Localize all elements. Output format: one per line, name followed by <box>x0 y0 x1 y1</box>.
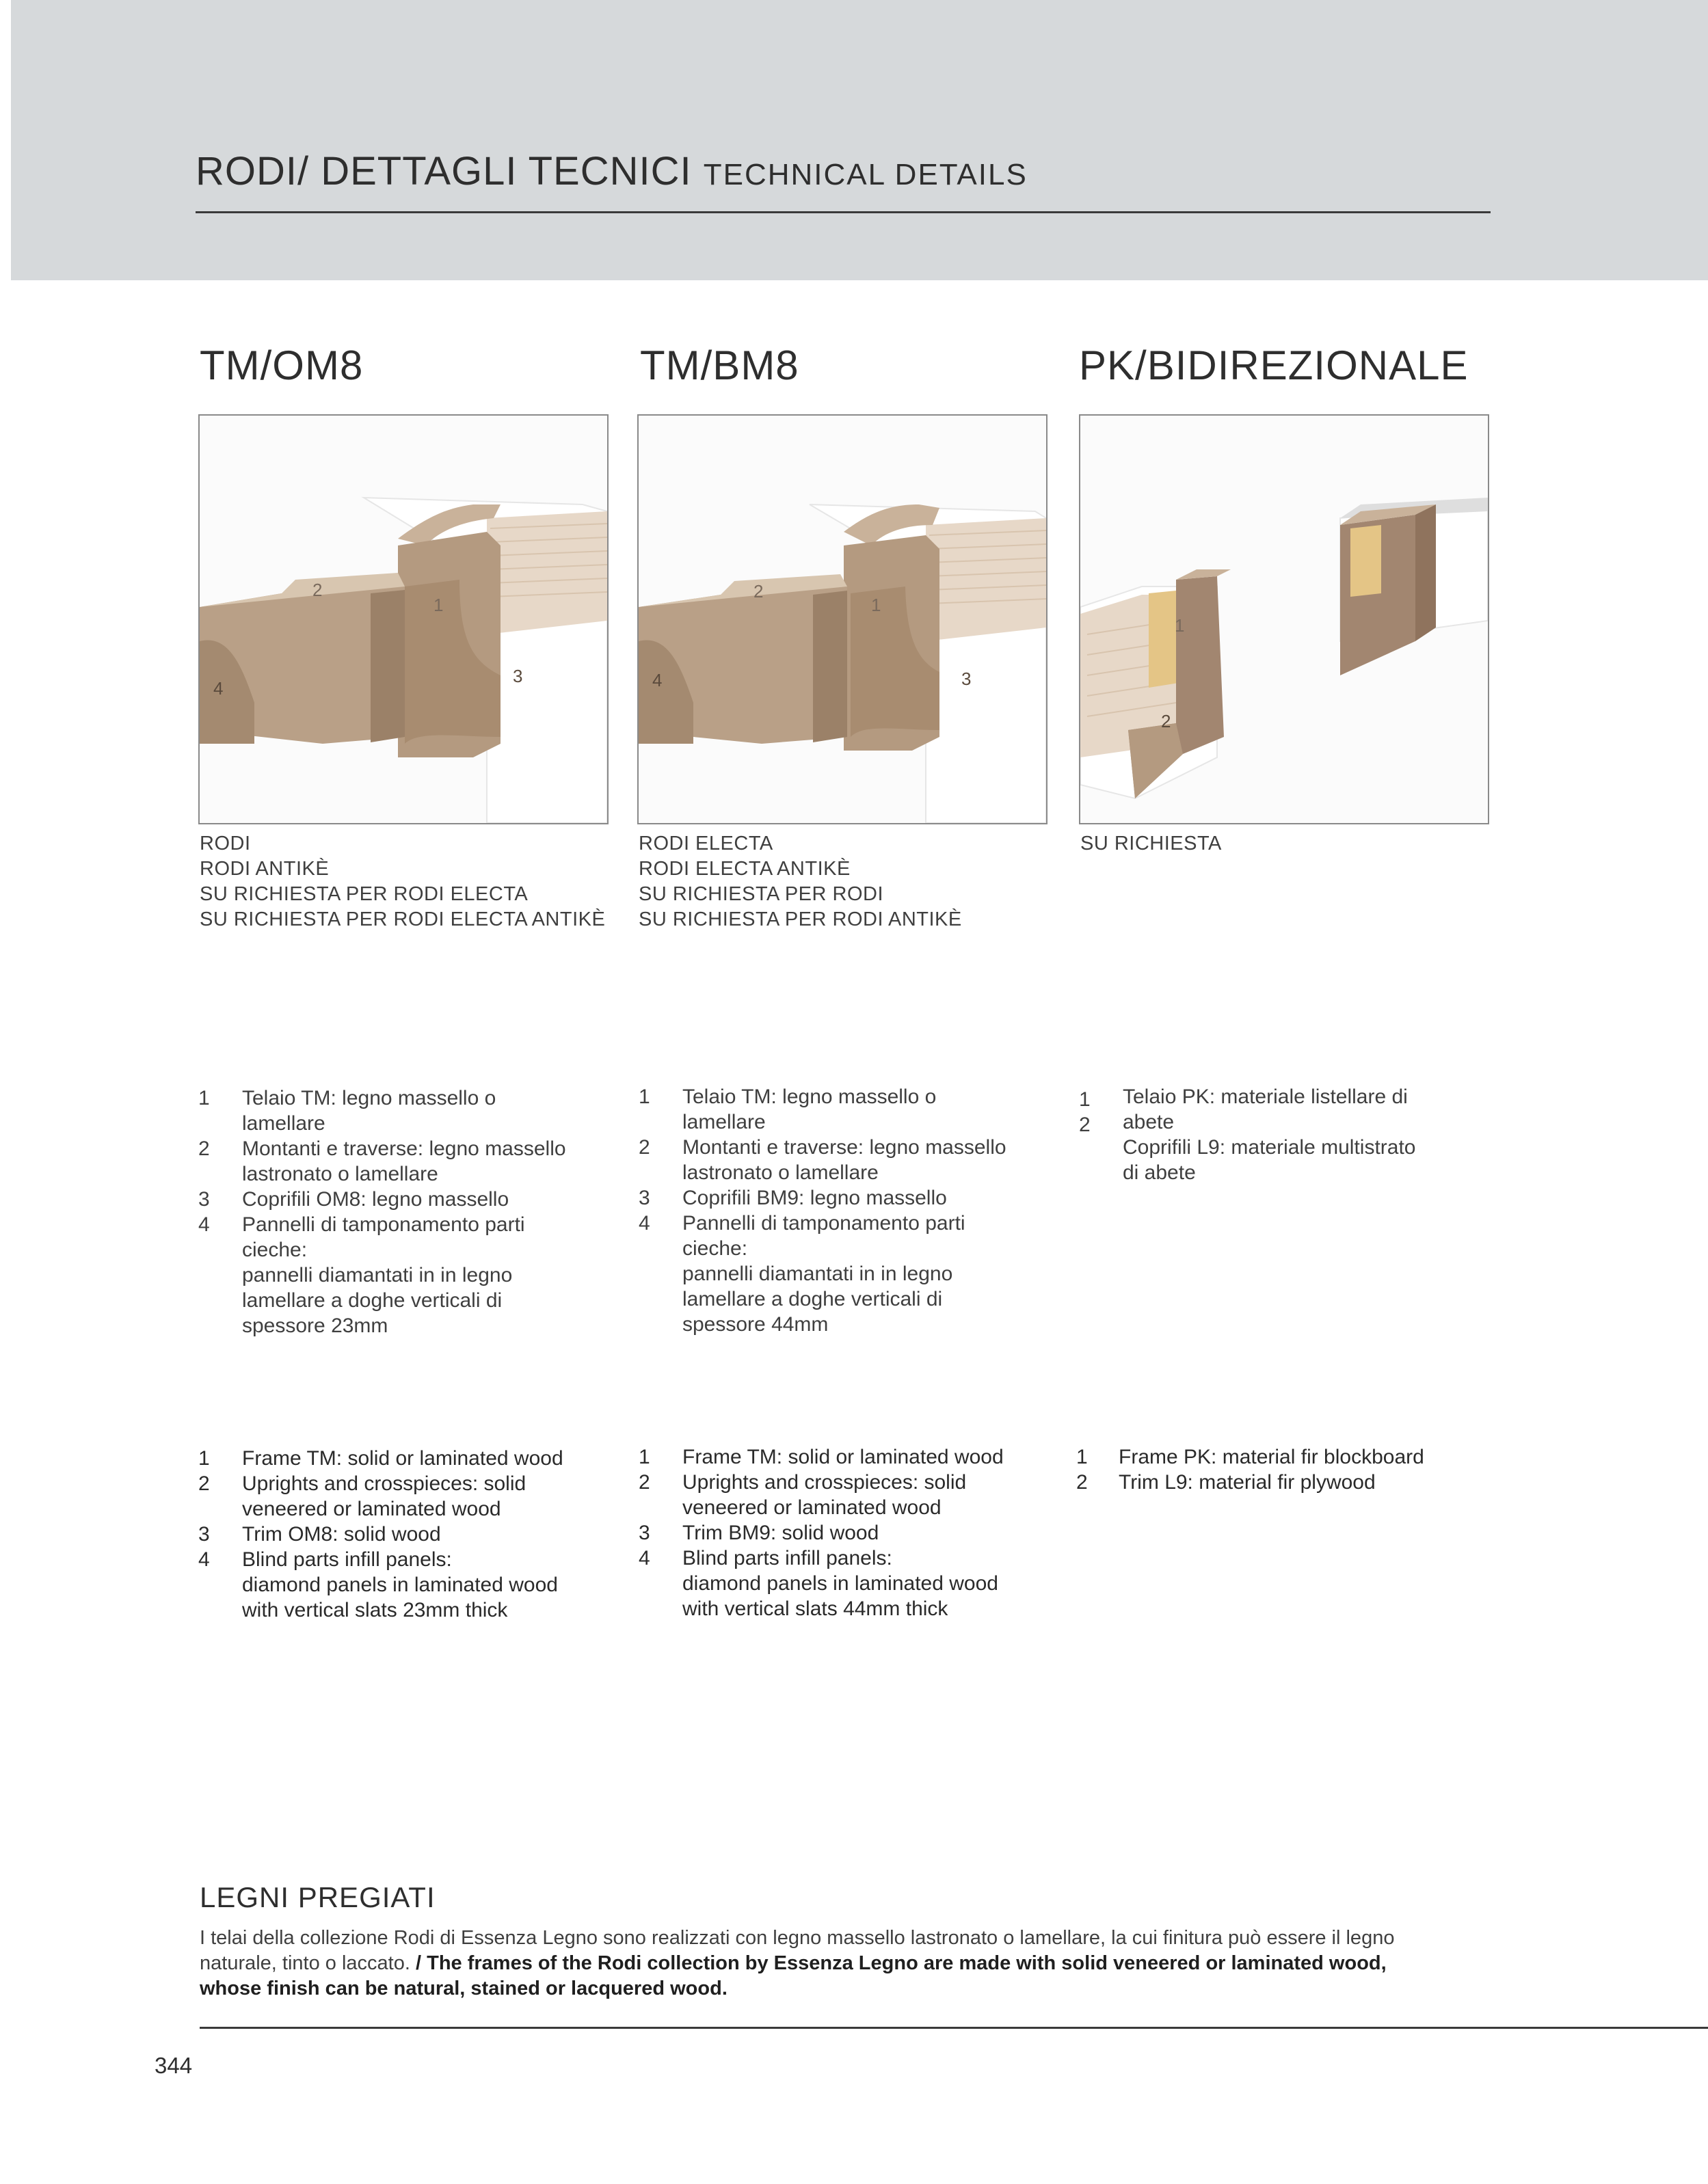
image-label-3: 3 <box>513 666 523 686</box>
title-english: TECHNICAL DETAILS <box>703 158 1028 191</box>
image-label-3: 3 <box>961 669 972 689</box>
frame-section-illustration <box>639 416 1046 823</box>
list-item: 3 Coprifili BM9: legno massello <box>639 1187 947 1209</box>
list-item: 1 Frame TM: solid or laminated wood <box>198 1447 563 1470</box>
component-list-en-tm-bm8 <box>639 1444 1069 1621</box>
image-label-1: 1 <box>871 595 881 615</box>
title-italian: RODI/ DETTAGLI TECNICI <box>196 149 692 193</box>
list-item: 2 Uprights and crosspieces: solid veneered or laminated wood <box>198 1472 526 1520</box>
image-label-2: 2 <box>1161 711 1171 731</box>
caption-line: RODI ELECTA <box>639 833 773 854</box>
product-image-tm-om8 <box>198 414 609 824</box>
product-image-pk-bidirezionale <box>1079 414 1489 824</box>
component-list-it-tm-om8 <box>198 1086 622 1338</box>
list-item: 3 Trim BM9: solid wood <box>639 1522 879 1544</box>
component-list-en-pk <box>1076 1444 1514 1495</box>
list-item: 2 Trim L9: material fir plywood <box>1076 1471 1376 1494</box>
caption-pk-bidirezionale <box>1080 831 1222 857</box>
list-item: 1 Frame TM: solid or laminated wood <box>639 1446 1004 1468</box>
list-item: 2 Montanti e traverse: legno massello lastronato o lamellare <box>198 1137 566 1185</box>
image-label-1: 1 <box>1175 615 1185 636</box>
list-item: 3 Trim OM8: solid wood <box>198 1523 441 1546</box>
page-title <box>196 140 1491 213</box>
column-title-tm-om8: TM/OM8 <box>200 342 364 388</box>
caption-line: RODI ELECTA ANTIKÈ <box>639 858 851 880</box>
body-english: / The frames of the Rodi collection by Essenza Legno are made with solid veneered or laminated wood, whose finish can be natural, stained or lacquered wood. <box>200 1952 1387 1999</box>
caption-line: SU RICHIESTA <box>1080 833 1222 854</box>
page-title-text <box>196 148 1028 194</box>
component-list-it-pk <box>1079 1084 1503 1185</box>
image-label-2: 2 <box>312 580 323 600</box>
section-title-legni-pregiati: LEGNI PREGIATI <box>200 1881 436 1913</box>
caption-line: SU RICHIESTA PER RODI ELECTA ANTIKÈ <box>200 908 606 930</box>
caption-tm-bm8 <box>639 831 962 932</box>
product-image-tm-bm8 <box>637 414 1048 824</box>
caption-line: SU RICHIESTA PER RODI <box>639 883 884 905</box>
column-title-pk-bidirezionale: PK/BIDIREZIONALE <box>1079 342 1469 388</box>
component-list-it-tm-bm8 <box>639 1084 1063 1337</box>
list-item: 2 Montanti e traverse: legno massello lastronato o lamellare <box>639 1136 1006 1184</box>
body-italian: I telai della collezione Rodi di Essenza Legno sono realizzati con legno massello lastronato o lamellare, la cui finitura può essere il legno naturale, tinto o laccato. <box>200 1927 1395 1974</box>
list-item: 3 Coprifili OM8: legno massello <box>198 1188 509 1211</box>
divider <box>200 2027 1708 2029</box>
component-list-en-tm-om8 <box>198 1446 629 1623</box>
list-item: 1 2 Telaio PK: materiale listellare di abete Coprifili L9: materiale multistrato di abete <box>1079 1086 1416 1184</box>
section-body-legni-pregiati <box>200 1926 1444 2001</box>
image-label-2: 2 <box>753 581 764 602</box>
page-number: 344 <box>155 2053 193 2078</box>
column-title-tm-bm8: TM/BM8 <box>640 342 799 388</box>
caption-line: SU RICHIESTA PER RODI ANTIKÈ <box>639 908 962 930</box>
frame-section-illustration <box>1080 416 1488 823</box>
frame-section-illustration <box>200 416 607 823</box>
list-item: 4 Blind parts infill panels: diamond panels in laminated wood with vertical slats 23mm thick <box>198 1548 558 1621</box>
list-item: 1 Frame PK: material fir blockboard <box>1076 1446 1424 1468</box>
caption-tm-om8 <box>200 831 605 932</box>
image-label-4: 4 <box>213 678 224 699</box>
list-item: 1 Telaio TM: legno massello o lamellare <box>198 1087 496 1135</box>
list-item: 4 Pannelli di tamponamento parti cieche: pannelli diamantati in in legno lamellare a doghe verticali di spessore 44mm <box>639 1212 965 1336</box>
list-item: 2 Uprights and crosspieces: solid veneered or laminated wood <box>639 1471 967 1519</box>
caption-line: RODI <box>200 833 251 854</box>
caption-line: RODI ANTIKÈ <box>200 858 330 880</box>
list-item: 1 Telaio TM: legno massello o lamellare <box>639 1086 937 1133</box>
image-label-4: 4 <box>652 670 663 690</box>
image-label-1: 1 <box>433 595 444 615</box>
caption-line: SU RICHIESTA PER RODI ELECTA <box>200 883 529 905</box>
list-item: 4 Pannelli di tamponamento parti cieche: pannelli diamantati in in legno lamellare a doghe verticali di spessore 23mm <box>198 1213 525 1337</box>
list-item: 4 Blind parts infill panels: diamond panels in laminated wood with vertical slats 44mm thick <box>639 1547 998 1620</box>
